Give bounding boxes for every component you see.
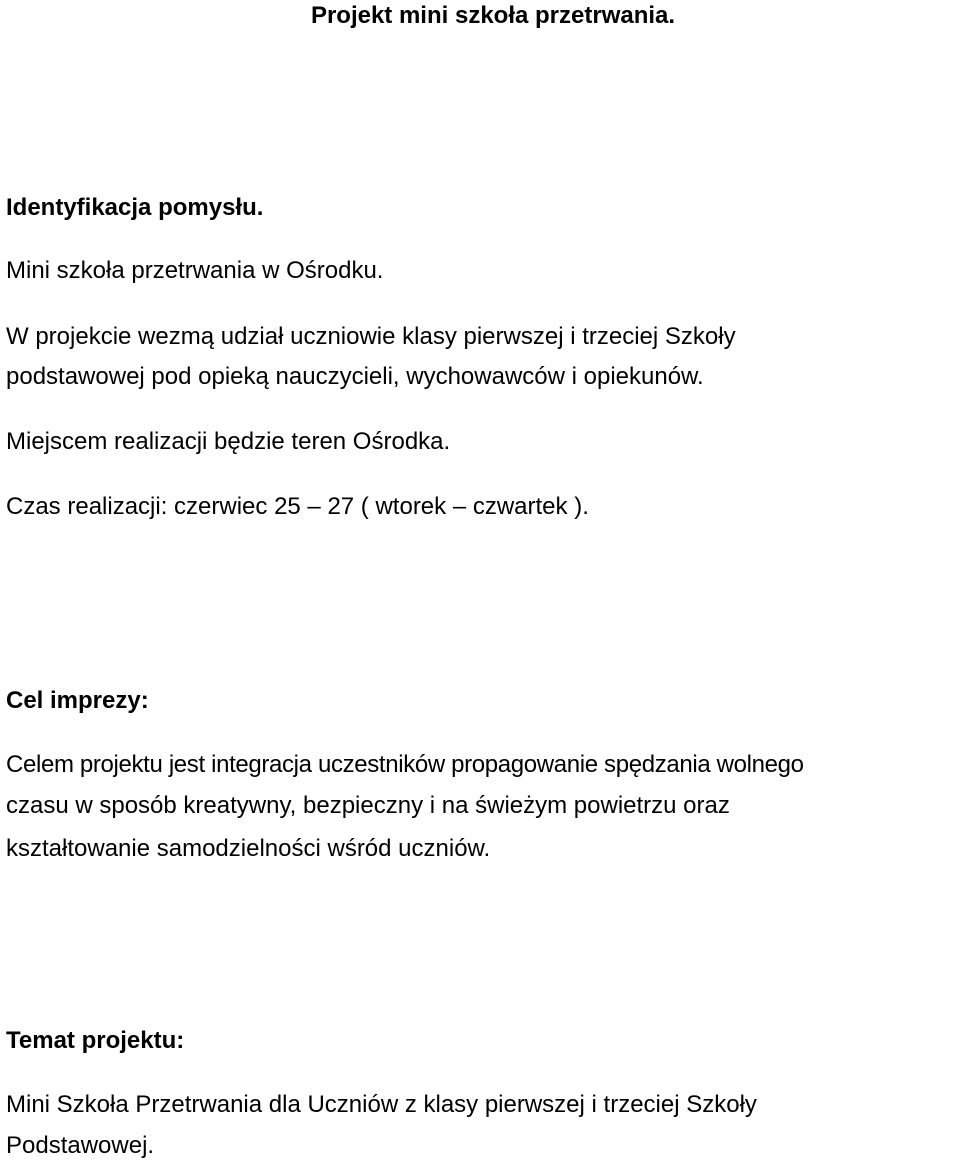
paragraph-line: Miejscem realizacji będzie teren Ośrodka. bbox=[6, 428, 451, 455]
paragraph-line: kształtowanie samodzielności wśród uczniów. bbox=[6, 835, 491, 862]
paragraph-line: Mini Szkoła Przetrwania dla Uczniów z klasy pierwszej i trzeciej Szkoły bbox=[6, 1091, 757, 1118]
document-title: Projekt mini szkoła przetrwania. bbox=[310, 2, 676, 29]
paragraph-line: Celem projektu jest integracja uczestników propagowanie spędzania wolnego bbox=[6, 751, 804, 778]
section-heading: Cel imprezy: bbox=[6, 687, 149, 714]
paragraph-line: podstawowej pod opieką nauczycieli, wychowawców i opiekunów. bbox=[6, 363, 704, 390]
paragraph-line: W projekcie wezmą udział uczniowie klasy pierwszej i trzeciej Szkoły bbox=[6, 323, 736, 350]
section-heading: Identyfikacja pomysłu. bbox=[6, 194, 264, 221]
section-heading: Temat projektu: bbox=[6, 1027, 185, 1054]
paragraph-line: Podstawowej. bbox=[6, 1132, 155, 1159]
paragraph-line: Czas realizacji: czerwiec 25 – 27 ( wtorek – czwartek ). bbox=[6, 493, 589, 520]
paragraph-line: czasu w sposób kreatywny, bezpieczny i na świeżym powietrzu oraz bbox=[6, 792, 730, 819]
paragraph-line: Mini szkoła przetrwania w Ośrodku. bbox=[6, 257, 384, 284]
